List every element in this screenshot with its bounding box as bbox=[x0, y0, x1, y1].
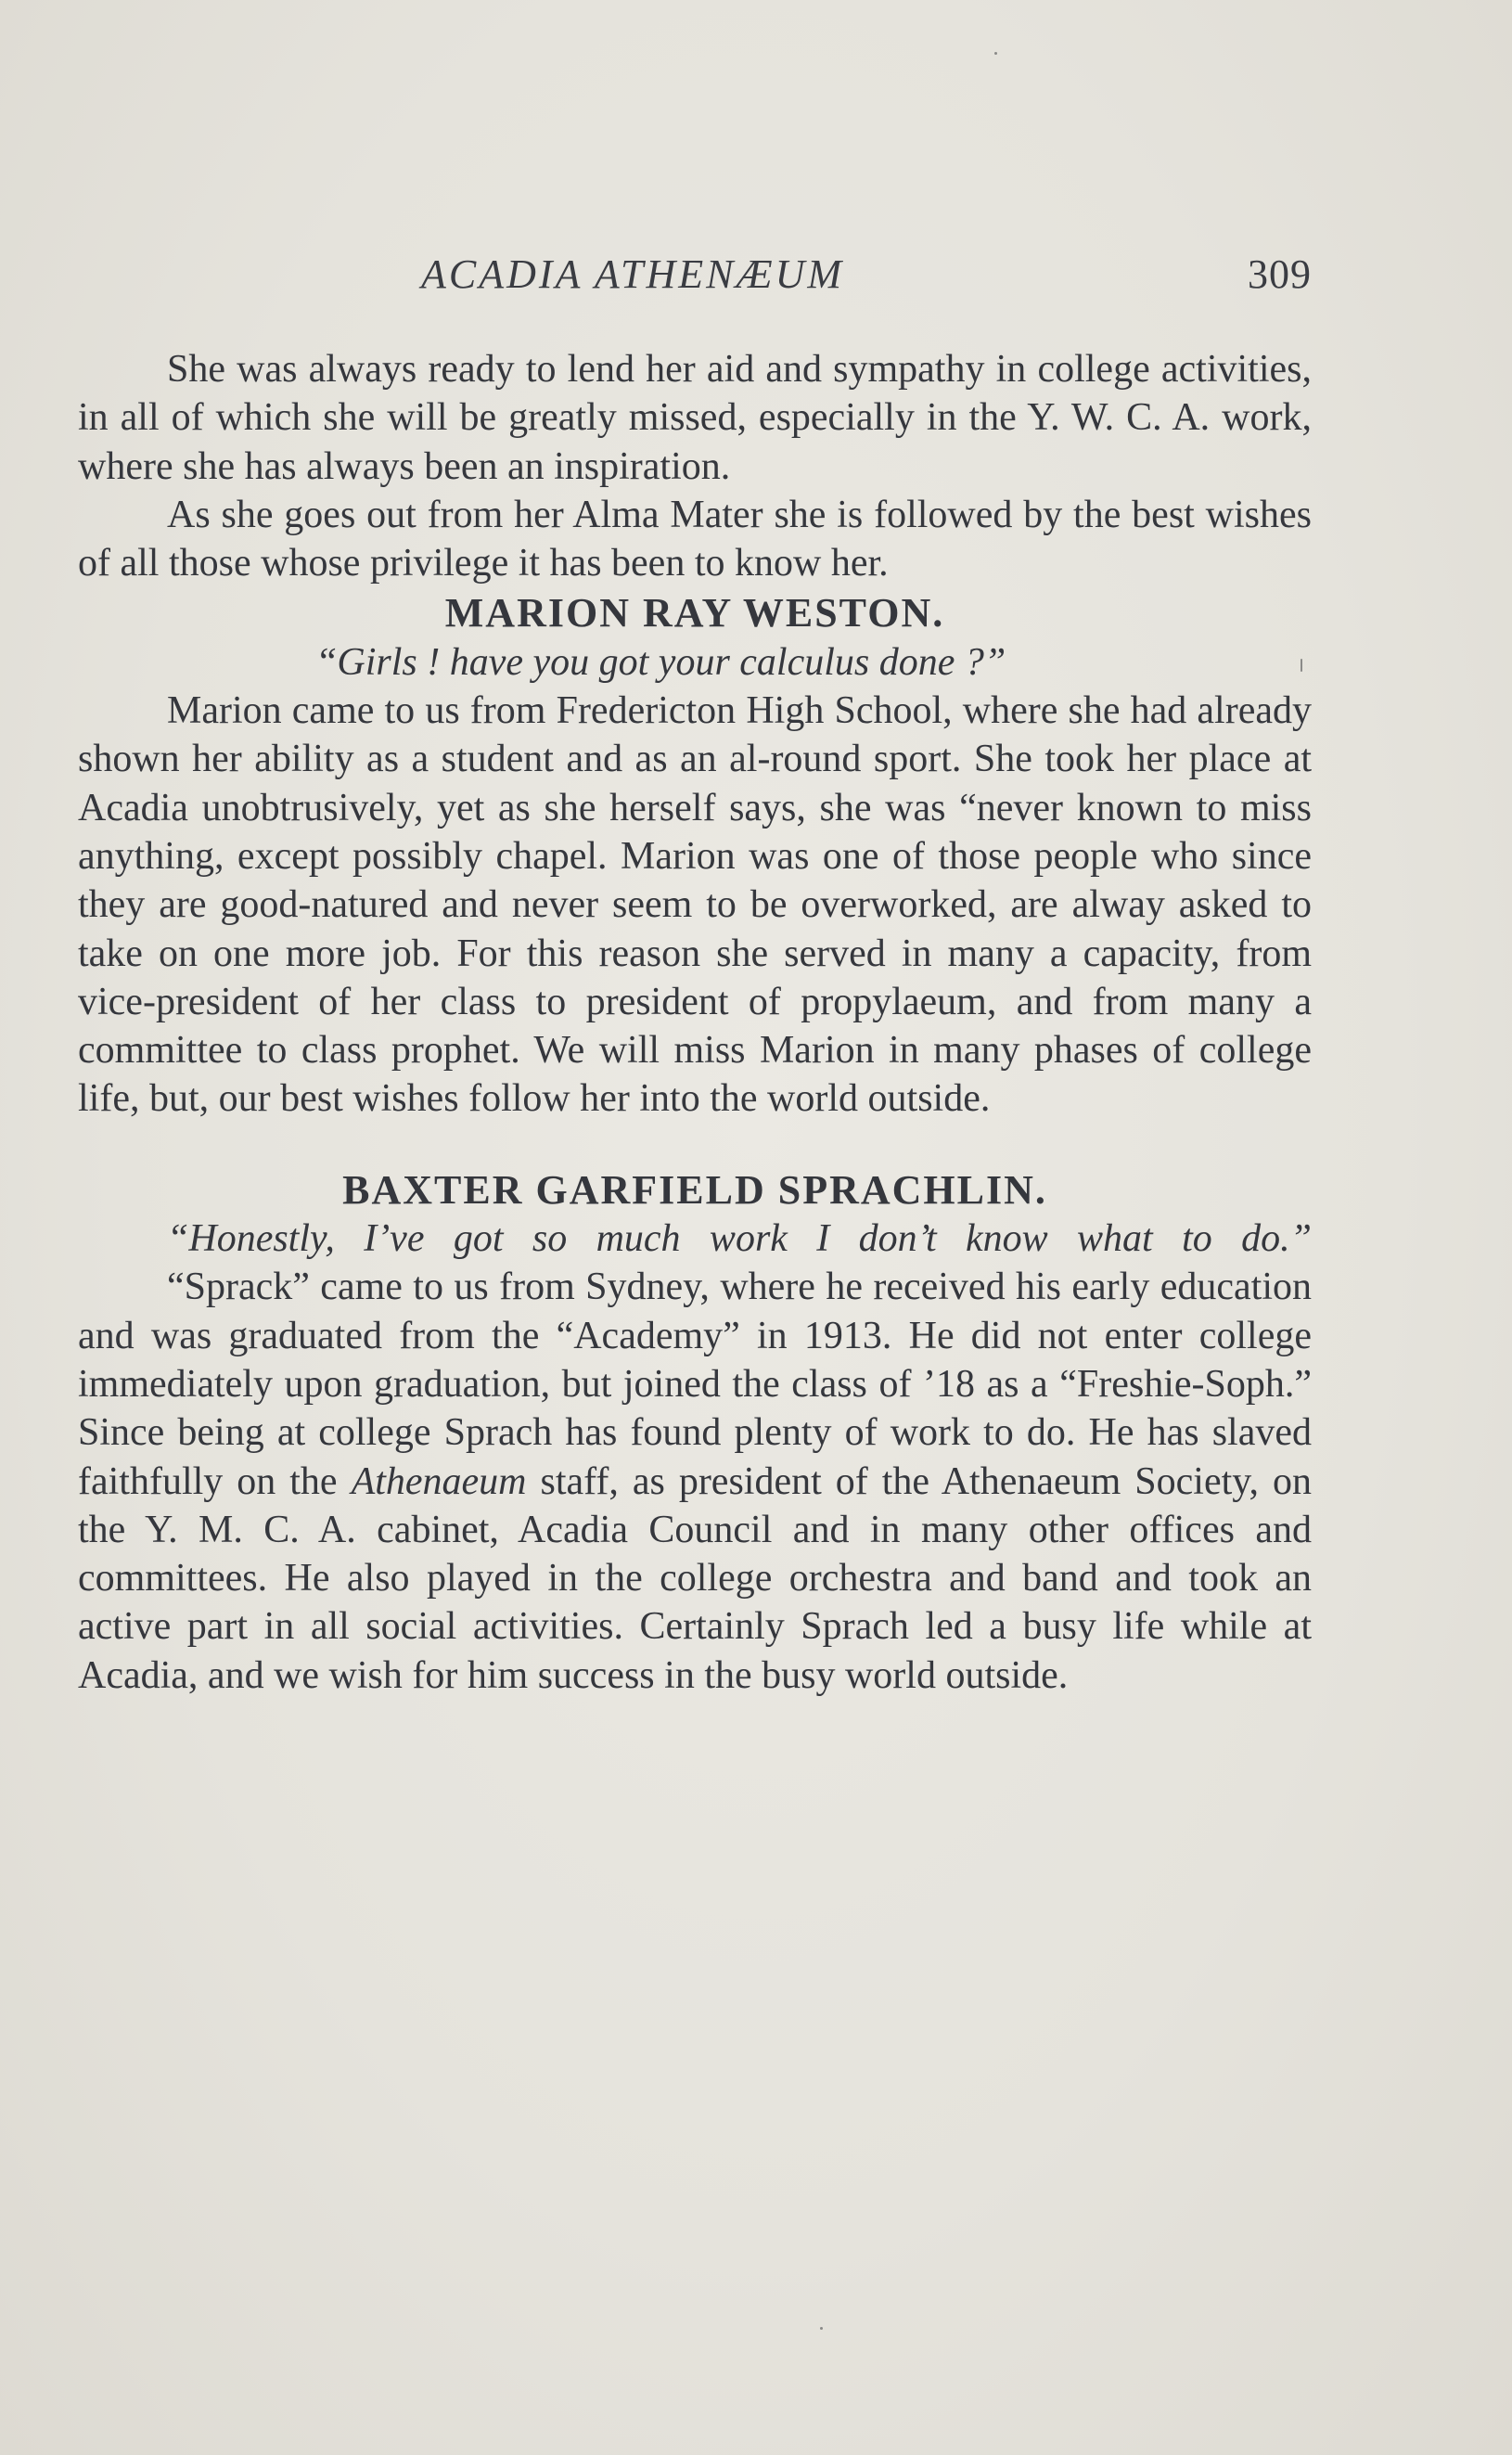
weston-motto: “Girls ! have you got your calculus done ?” bbox=[315, 640, 1006, 684]
sprachlin-name-heading: BAXTER GARFIELD SPRACHLIN. bbox=[342, 1166, 1047, 1213]
paper-speck bbox=[1301, 659, 1302, 672]
page-number: 309 bbox=[1248, 251, 1312, 297]
running-header bbox=[78, 251, 1312, 306]
intro-paragraph-1: She was always ready to lend her aid and sympathy in college activities, in all of which she will be greatly missed, especially in the Y. W. C. A. work, where she has always been an inspiration. bbox=[78, 348, 1312, 488]
sprachlin-paragraph-part-2: staff, as president of the Athenaeum Society, on the Y. M. C. A. cabinet, Acadia Council and in many other offices and committees. He also played in the college orchestra and band and took an active part in all social activities. Certainly Sprach led a busy life while at Acadia, and we wish for him success in the busy world outside. bbox=[78, 1459, 1313, 1697]
weston-name-heading: MARION RAY WESTON. bbox=[444, 590, 945, 636]
intro-paragraph-2: As she goes out from her Alma Mater she is followed by the best wishes of all those whose privilege it has been to know her. bbox=[78, 493, 1312, 585]
paper-speck bbox=[820, 2327, 823, 2330]
sprachlin-motto: “Honestly, I’ve got so much work I don’t know what to do.” bbox=[167, 1217, 1312, 1261]
sprachlin-paragraph bbox=[78, 1263, 1312, 1700]
sprachlin-paragraph-part-1: “Sprack” came to us from Sydney, where he received his early education and was graduated from the “Academy” in 1913. He did not enter college immediately upon graduation, but joined the class of ’18 as a “Freshie-Soph.” Since being at college Sprach has found plenty of work to do. He has slaved faithfully on the bbox=[78, 1266, 1312, 1503]
athenaeum-italic: Athenaeum bbox=[351, 1459, 527, 1503]
weston-paragraph: Marion came to us from Fredericton High School, where she had already shown her ability as a student and as an al-round sport. She took her place at Acadia unobtrusively, yet as she herself says, she was “never known to miss anything, except possibly chapel. Marion was one of those people who since they are good-natured and never seem to be overworked, are alway asked to take on one more job. For this reason she served in many a capacity, from vice-president of her class to president of propylaeum, and from many a committee to class prophet. We will miss Marion in many phases of college life, but, our best wishes follow her into the world outside. bbox=[78, 689, 1312, 1121]
paper-speck bbox=[994, 52, 997, 55]
body-text bbox=[78, 345, 1312, 1700]
running-title: ACADIA ATHENÆUM bbox=[421, 251, 845, 297]
